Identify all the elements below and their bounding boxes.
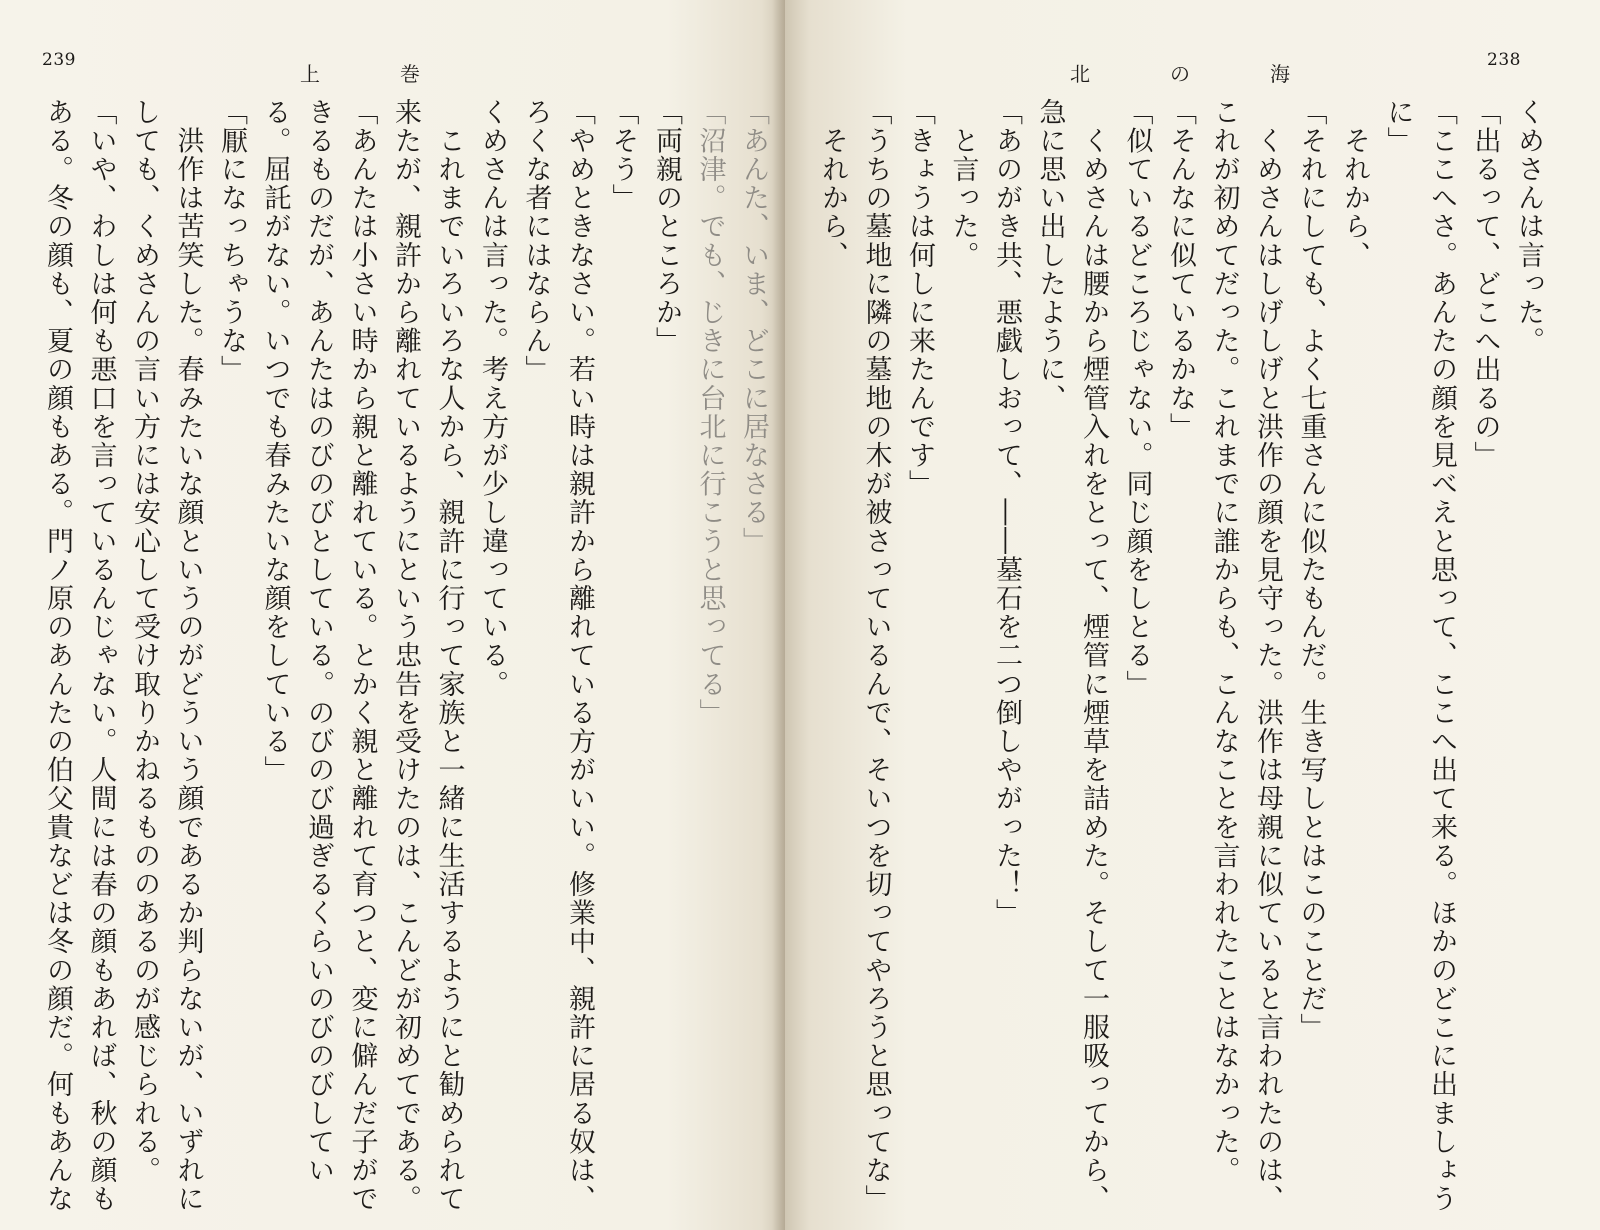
- text-line: それから、: [817, 98, 848, 270]
- text-line: 急に思い出したように、: [1034, 98, 1066, 413]
- text-line: 「そう」: [607, 98, 639, 213]
- text-line: 「ここへさ。あんたの顔を見べえと思って、ここへ出て来る。ほかのどこに出ましょう: [1426, 98, 1457, 1214]
- text-line: 「あんたは小さい時から親と離れている。とかく親と離れて育つと、変に僻んだ子がで: [346, 98, 378, 1214]
- text-line: る。屈託がない。いつでも春みたいな顔をしている」: [259, 98, 291, 785]
- text-line: 「沼津。でも、じきに台北に行こうと思ってる」: [694, 98, 726, 728]
- text-line: と言った。: [947, 98, 979, 270]
- right-page: [785, 0, 1600, 1230]
- text-line: 「あのがき共、悪戯しおって、――墓石を二つ倒しやがった！」: [991, 98, 1022, 928]
- text-line: ある。冬の顔も、夏の顔もある。門ノ原のあんたの伯父貴などは冬の顔だ。何もあんな: [42, 98, 73, 1214]
- text-line: 来たが、親許から離れているようにという忠告を受けたのは、こんどが初めてである。: [390, 98, 421, 1214]
- text-line: 「やめときなさい。若い時は親許から離れている方がいい。修業中、親許に居る奴は、: [564, 98, 595, 1214]
- text-line: しても、くめさんの言い方には安心して受け取りかねるもののあるのが感じられる。: [129, 98, 160, 1185]
- text-line: くめさんは言った。: [1513, 98, 1544, 356]
- text-line: 「きょうは何しに来たんです」: [904, 98, 935, 499]
- running-head-left: 上 巻: [300, 62, 450, 86]
- text-line: 「厭になっちゃうな」: [216, 98, 247, 384]
- text-line: くめさんはしげしげと洪作の顔を見守った。洪作は母親に似ていると言われたのは、: [1252, 98, 1283, 1214]
- text-line: これが初めてだった。これまでに誰からも、こんなことを言われたことはなかった。: [1208, 98, 1240, 1185]
- text-line: 「あんた、いま、どこに居なさる」: [738, 98, 769, 556]
- text-line: 「出るって、どこへ出るの」: [1469, 98, 1501, 470]
- text-line: に」: [1382, 98, 1414, 156]
- text-line: 「似ているどころじゃない。同じ顔をしとる」: [1121, 98, 1153, 699]
- text-line: それから、: [1339, 98, 1370, 270]
- text-line: くめさんは言った。考え方が少し違っている。: [477, 98, 508, 699]
- text-line: 「いや、わしは何も悪口を言っているんじゃない。人間には春の顔もあれば、秋の顔も: [85, 98, 117, 1214]
- left-page: [0, 0, 785, 1230]
- running-head-right: 北 の 海: [1070, 62, 1320, 86]
- text-line: 「それにしても、よく七重さんに似たもんだ。生き写しとはこのことだ」: [1295, 98, 1327, 1042]
- text-line: くめさんは腰から煙管入れをとって、煙管に煙草を詰めた。そして一服吸ってから、: [1078, 98, 1109, 1214]
- page-number-238: 238: [1487, 50, 1521, 70]
- text-line: 「両親のところか」: [651, 98, 682, 356]
- left-page-text: [42, 98, 775, 1214]
- text-line: 「うちの墓地に隣の墓地の木が被さっているんで、そいつを切ってやろうと思ってな」: [860, 98, 892, 1214]
- text-line: これまでいろいろな人から、親許に行って家族と一緒に生活するようにと勧められて: [433, 98, 465, 1214]
- page-number-239: 239: [42, 50, 76, 70]
- text-line: ろくな者にはならん」: [520, 98, 552, 384]
- text-line: きるものだが、あんたはのびのびとしている。のびのび過ぎるくらいのびのびしてい: [303, 98, 334, 1185]
- right-page-text: [805, 98, 1550, 1214]
- text-line: 「そんなに似ているかな」: [1165, 98, 1196, 442]
- text-line: 洪作は苦笑した。春みたいな顔というのがどういう顔であるか判らないが、いずれに: [172, 98, 204, 1214]
